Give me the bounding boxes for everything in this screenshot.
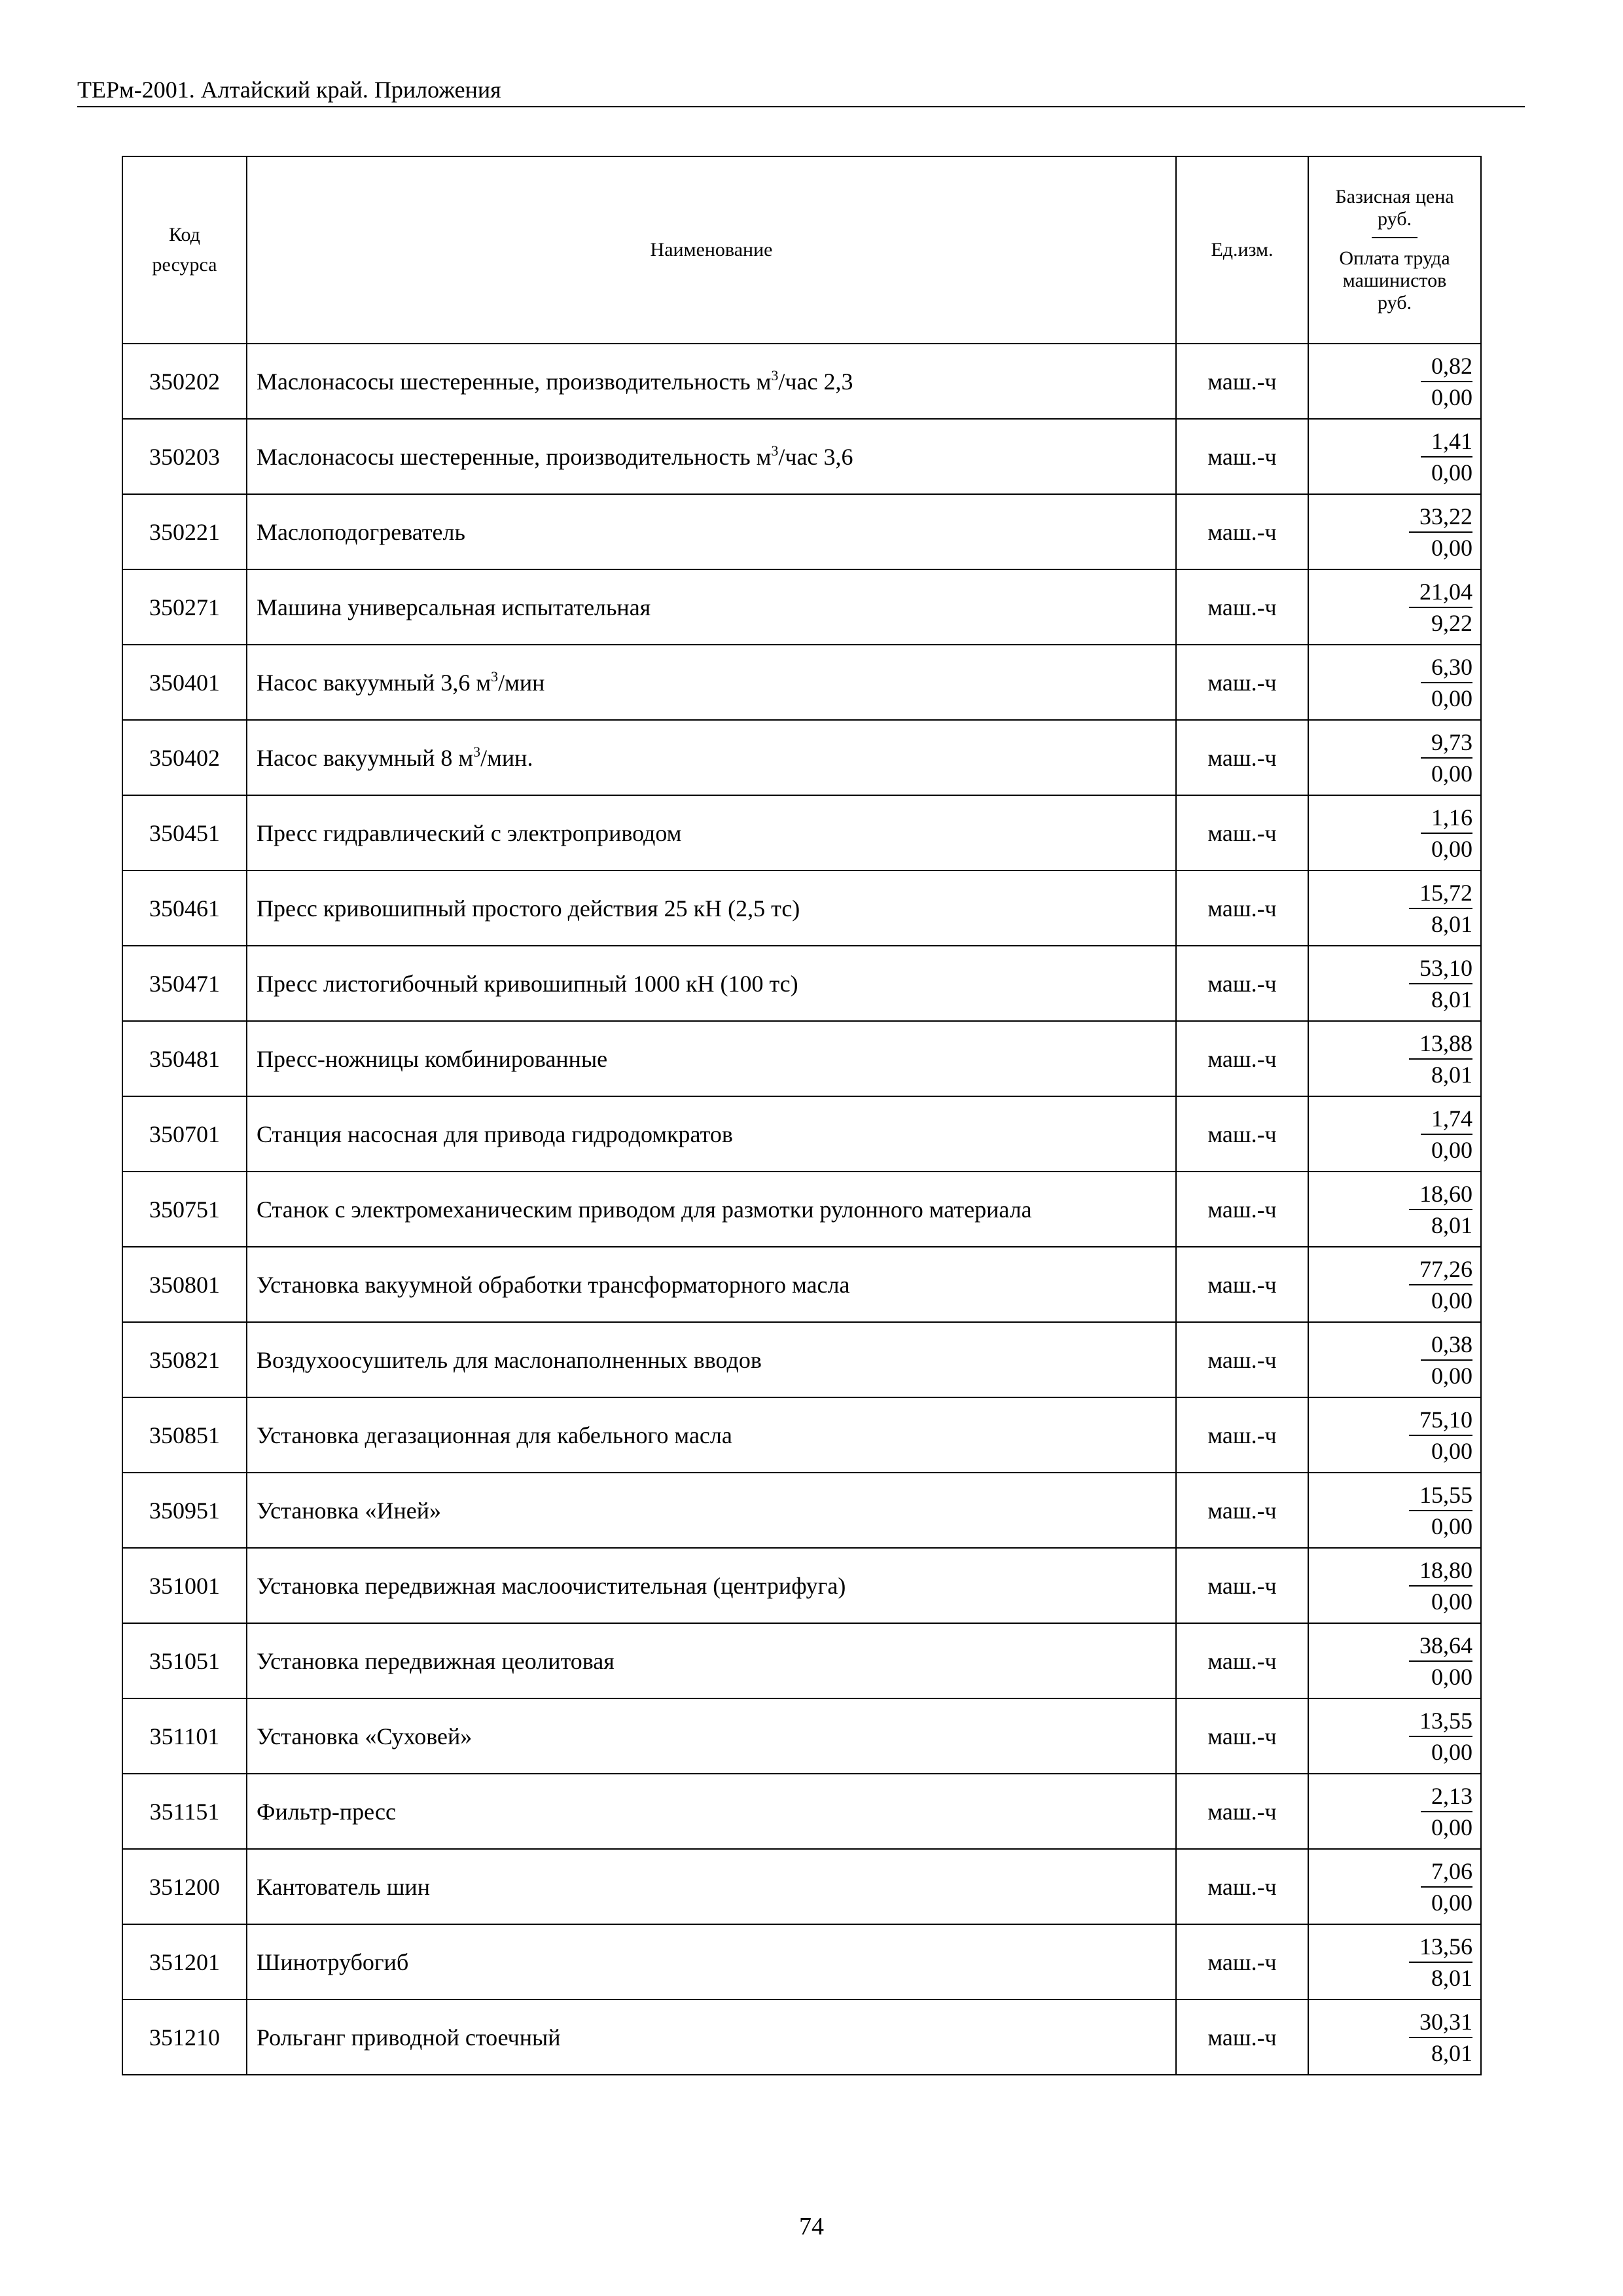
price-header-divider [1372, 237, 1418, 238]
base-price: 21,04 [1409, 577, 1472, 608]
resource-unit: маш.-ч [1176, 1849, 1308, 1924]
resource-code: 351210 [122, 2000, 247, 2075]
column-header-code: Код ресурса [122, 156, 247, 344]
resource-name [247, 344, 1176, 419]
table-row [122, 1698, 1481, 1774]
resource-name [247, 1096, 1176, 1172]
resource-code: 350203 [122, 419, 247, 494]
table-row [122, 1021, 1481, 1096]
resource-name [247, 569, 1176, 645]
resource-unit: маш.-ч [1176, 569, 1308, 645]
price-fraction [1409, 1706, 1472, 1767]
resource-price-cell [1308, 645, 1481, 720]
operator-labor-cost: 0,00 [1431, 685, 1472, 711]
resource-price-cell [1308, 946, 1481, 1021]
base-price: 13,56 [1409, 1931, 1472, 1963]
resource-price-cell [1308, 1774, 1481, 1849]
resource-name [247, 1473, 1176, 1548]
table-row [122, 1172, 1481, 1247]
resource-code: 350402 [122, 720, 247, 795]
resource-unit: маш.-ч [1176, 645, 1308, 720]
base-price: 53,10 [1409, 953, 1472, 984]
table-row [122, 1924, 1481, 2000]
resource-code: 350451 [122, 795, 247, 870]
base-price: 1,16 [1421, 802, 1472, 834]
price-fraction [1409, 2007, 1472, 2068]
base-price: 1,74 [1421, 1103, 1472, 1135]
resource-name-text: Пресс кривошипный простого действия 25 кН (2,5 тс) [257, 895, 800, 922]
price-fraction [1409, 1931, 1472, 1993]
resource-code: 351201 [122, 1924, 247, 2000]
superscript: 3 [771, 442, 779, 459]
resource-name [247, 645, 1176, 720]
resource-name-text: Установка «Суховей» [257, 1723, 473, 1749]
resource-unit: маш.-ч [1176, 344, 1308, 419]
resource-name [247, 720, 1176, 795]
operator-labor-cost: 8,01 [1431, 2039, 1472, 2066]
price-header-bottom-3: руб. [1378, 292, 1412, 314]
resource-price-cell [1308, 1698, 1481, 1774]
resource-name [247, 946, 1176, 1021]
resource-price-cell [1308, 1623, 1481, 1698]
base-price: 15,72 [1409, 878, 1472, 909]
price-fraction [1409, 1630, 1472, 1692]
operator-labor-cost: 8,01 [1431, 910, 1472, 937]
resource-price-cell [1308, 870, 1481, 946]
base-price: 30,31 [1409, 2007, 1472, 2038]
resource-name [247, 1698, 1176, 1774]
superscript: 3 [771, 367, 779, 384]
operator-labor-cost: 8,01 [1431, 1061, 1472, 1088]
resource-name-suffix: /мин [498, 669, 545, 696]
resource-name-text: Насос вакуумный 3,6 м [257, 669, 491, 696]
resource-price-cell [1308, 1247, 1481, 1322]
resource-name-suffix: /мин. [480, 744, 533, 771]
base-price: 7,06 [1421, 1856, 1472, 1888]
resource-price-cell [1308, 1849, 1481, 1924]
operator-labor-cost: 8,01 [1431, 1964, 1472, 1991]
resource-unit: маш.-ч [1176, 870, 1308, 946]
resource-name [247, 1924, 1176, 2000]
resource-unit: маш.-ч [1176, 1021, 1308, 1096]
resource-unit: маш.-ч [1176, 1172, 1308, 1247]
price-fraction [1421, 351, 1472, 412]
operator-labor-cost: 0,00 [1431, 1136, 1472, 1163]
header-rule [77, 106, 1525, 107]
resource-price-cell [1308, 419, 1481, 494]
operator-labor-cost: 0,00 [1431, 1588, 1472, 1615]
base-price: 18,60 [1409, 1179, 1472, 1210]
resource-name [247, 1548, 1176, 1623]
resource-unit: маш.-ч [1176, 1924, 1308, 2000]
page-number: 74 [799, 2213, 824, 2240]
price-fraction [1409, 878, 1472, 939]
column-header-unit: Ед.изм. [1176, 156, 1308, 344]
price-fraction [1421, 426, 1472, 488]
resource-name [247, 795, 1176, 870]
resource-name [247, 870, 1176, 946]
price-header-bottom-2: машинистов [1342, 270, 1447, 291]
operator-labor-cost: 0,00 [1431, 1738, 1472, 1765]
resource-unit: маш.-ч [1176, 720, 1308, 795]
resource-price-cell [1308, 344, 1481, 419]
superscript: 3 [473, 743, 481, 760]
price-fraction [1421, 652, 1472, 713]
resource-unit: маш.-ч [1176, 1322, 1308, 1397]
base-price: 1,41 [1421, 426, 1472, 457]
resource-name-text: Установка вакуумной обработки трансформаторного масла [257, 1271, 850, 1298]
resource-unit: маш.-ч [1176, 1698, 1308, 1774]
resource-code: 350701 [122, 1096, 247, 1172]
resource-name [247, 494, 1176, 569]
resource-code: 350271 [122, 569, 247, 645]
resource-code: 351001 [122, 1548, 247, 1623]
table-row [122, 494, 1481, 569]
resource-price-cell [1308, 1021, 1481, 1096]
resource-code: 350951 [122, 1473, 247, 1548]
table-row [122, 720, 1481, 795]
operator-labor-cost: 0,00 [1431, 1437, 1472, 1464]
resource-name [247, 1247, 1176, 1322]
table-body [122, 344, 1481, 2075]
base-price: 0,82 [1421, 351, 1472, 382]
resource-unit: маш.-ч [1176, 2000, 1308, 2075]
resource-unit: маш.-ч [1176, 419, 1308, 494]
table-row [122, 1397, 1481, 1473]
resource-code: 350202 [122, 344, 247, 419]
operator-labor-cost: 0,00 [1431, 1287, 1472, 1314]
operator-labor-cost: 0,00 [1431, 1889, 1472, 1916]
resource-price-cell [1308, 795, 1481, 870]
price-fraction [1409, 1405, 1472, 1466]
resource-unit: маш.-ч [1176, 1548, 1308, 1623]
table-header-row [122, 156, 1481, 344]
resource-code: 350821 [122, 1322, 247, 1397]
resource-unit: маш.-ч [1176, 1247, 1308, 1322]
resource-name-text: Установка «Иней» [257, 1497, 441, 1524]
resource-name-text: Шинотрубогиб [257, 1948, 409, 1975]
table-row [122, 1623, 1481, 1698]
price-fraction [1421, 1781, 1472, 1842]
resource-name-text: Установка передвижная маслоочистительная (центрифуга) [257, 1572, 846, 1599]
column-header-name: Наименование [247, 156, 1176, 344]
table-row [122, 1096, 1481, 1172]
running-header: ТЕРм-2001. Алтайский край. Приложения [77, 77, 501, 103]
operator-labor-cost: 0,00 [1431, 1663, 1472, 1690]
resource-name [247, 419, 1176, 494]
resource-price-cell [1308, 1096, 1481, 1172]
table-row [122, 1247, 1481, 1322]
resource-name [247, 1774, 1176, 1849]
column-header-price [1308, 156, 1481, 344]
table-row [122, 870, 1481, 946]
operator-labor-cost: 0,00 [1431, 459, 1472, 486]
resource-name [247, 1623, 1176, 1698]
resource-price-cell [1308, 1548, 1481, 1623]
price-fraction [1409, 577, 1472, 638]
resource-name [247, 1172, 1176, 1247]
price-fraction [1409, 953, 1472, 1014]
resource-price-cell [1308, 1397, 1481, 1473]
table-row [122, 2000, 1481, 2075]
base-price: 15,55 [1409, 1480, 1472, 1511]
resource-code: 350481 [122, 1021, 247, 1096]
resource-price-cell [1308, 1924, 1481, 2000]
resource-name-suffix: /час 2,3 [778, 368, 853, 395]
resource-unit: маш.-ч [1176, 946, 1308, 1021]
table-row [122, 344, 1481, 419]
resource-price-cell [1308, 1172, 1481, 1247]
resource-name [247, 1322, 1176, 1397]
resource-unit: маш.-ч [1176, 1096, 1308, 1172]
resource-name-text: Пресс листогибочный кривошипный 1000 кН (100 тс) [257, 970, 798, 997]
resource-price-cell [1308, 1322, 1481, 1397]
price-fraction [1409, 1555, 1472, 1617]
resource-name-text: Установка дегазационная для кабельного масла [257, 1422, 732, 1448]
resource-name-suffix: /час 3,6 [778, 443, 853, 470]
operator-labor-cost: 0,00 [1431, 760, 1472, 787]
resource-code: 350801 [122, 1247, 247, 1322]
table-row [122, 569, 1481, 645]
resource-code: 351051 [122, 1623, 247, 1698]
price-fraction [1421, 1856, 1472, 1918]
resource-price-cell [1308, 2000, 1481, 2075]
resource-code: 350401 [122, 645, 247, 720]
resource-name [247, 1397, 1176, 1473]
base-price: 0,38 [1421, 1329, 1472, 1361]
table-row [122, 645, 1481, 720]
table-row [122, 1473, 1481, 1548]
resource-code: 351151 [122, 1774, 247, 1849]
base-price: 13,88 [1409, 1028, 1472, 1060]
operator-labor-cost: 0,00 [1431, 1362, 1472, 1389]
price-fraction [1421, 727, 1472, 789]
price-fraction [1409, 501, 1472, 563]
resource-unit: маш.-ч [1176, 1473, 1308, 1548]
resource-code: 350221 [122, 494, 247, 569]
resource-name-text: Маслонасосы шестеренные, производительность м [257, 443, 772, 470]
table-row [122, 946, 1481, 1021]
resource-unit: маш.-ч [1176, 1623, 1308, 1698]
table-row [122, 1548, 1481, 1623]
operator-labor-cost: 0,00 [1431, 384, 1472, 410]
resource-unit: маш.-ч [1176, 1397, 1308, 1473]
resource-name [247, 2000, 1176, 2075]
base-price: 77,26 [1409, 1254, 1472, 1285]
resource-price-cell [1308, 720, 1481, 795]
price-fraction [1421, 1329, 1472, 1391]
resource-price-cell [1308, 569, 1481, 645]
resource-unit: маш.-ч [1176, 795, 1308, 870]
operator-labor-cost: 0,00 [1431, 1814, 1472, 1840]
operator-labor-cost: 0,00 [1431, 534, 1472, 561]
resource-name-text: Рольганг приводной стоечный [257, 2024, 561, 2051]
resource-code: 350461 [122, 870, 247, 946]
price-fraction [1421, 1103, 1472, 1165]
resource-name-text: Станция насосная для привода гидродомкратов [257, 1121, 733, 1147]
resource-name-text: Воздухоосушитель для маслонаполненных вводов [257, 1346, 762, 1373]
resource-code: 350851 [122, 1397, 247, 1473]
resource-name-text: Станок с электромеханическим приводом для размотки рулонного материала [257, 1196, 1032, 1223]
resource-price-cell [1308, 1473, 1481, 1548]
resource-code: 350751 [122, 1172, 247, 1247]
resource-name-text: Установка передвижная цеолитовая [257, 1647, 615, 1674]
resource-name-text: Насос вакуумный 8 м [257, 744, 474, 771]
resource-name-text: Машина универсальная испытательная [257, 594, 651, 620]
operator-labor-cost: 9,22 [1431, 609, 1472, 636]
base-price: 6,30 [1421, 652, 1472, 683]
base-price: 18,80 [1409, 1555, 1472, 1587]
base-price: 75,10 [1409, 1405, 1472, 1436]
price-fraction [1409, 1480, 1472, 1541]
resource-code: 351101 [122, 1698, 247, 1774]
resource-name-text: Пресс-ножницы комбинированные [257, 1045, 608, 1072]
price-header-top: Базисная цена руб. [1335, 186, 1454, 230]
resource-name-text: Фильтр-пресс [257, 1798, 396, 1825]
resource-name-text: Кантователь шин [257, 1873, 430, 1900]
table-row [122, 419, 1481, 494]
resource-name-text: Маслоподогреватель [257, 518, 465, 545]
operator-labor-cost: 0,00 [1431, 835, 1472, 862]
base-price: 9,73 [1421, 727, 1472, 759]
table-row [122, 1849, 1481, 1924]
resource-name [247, 1849, 1176, 1924]
table-row [122, 795, 1481, 870]
price-fraction [1409, 1028, 1472, 1090]
resource-name-text: Маслонасосы шестеренные, производительность м [257, 368, 772, 395]
resource-code: 351200 [122, 1849, 247, 1924]
operator-labor-cost: 0,00 [1431, 1513, 1472, 1539]
price-fraction [1409, 1179, 1472, 1240]
table-row [122, 1322, 1481, 1397]
resource-name [247, 1021, 1176, 1096]
base-price: 33,22 [1409, 501, 1472, 533]
price-fraction [1409, 1254, 1472, 1316]
resource-table [122, 156, 1482, 2075]
price-fraction [1421, 802, 1472, 864]
price-header-bottom-1: Оплата труда [1339, 247, 1450, 269]
operator-labor-cost: 8,01 [1431, 986, 1472, 1013]
resource-unit: маш.-ч [1176, 1774, 1308, 1849]
table-row [122, 1774, 1481, 1849]
base-price: 38,64 [1409, 1630, 1472, 1662]
resource-name-text: Пресс гидравлический с электроприводом [257, 819, 682, 846]
operator-labor-cost: 8,01 [1431, 1211, 1472, 1238]
resource-price-cell [1308, 494, 1481, 569]
superscript: 3 [491, 668, 499, 685]
base-price: 2,13 [1421, 1781, 1472, 1812]
resource-unit: маш.-ч [1176, 494, 1308, 569]
base-price: 13,55 [1409, 1706, 1472, 1737]
resource-code: 350471 [122, 946, 247, 1021]
